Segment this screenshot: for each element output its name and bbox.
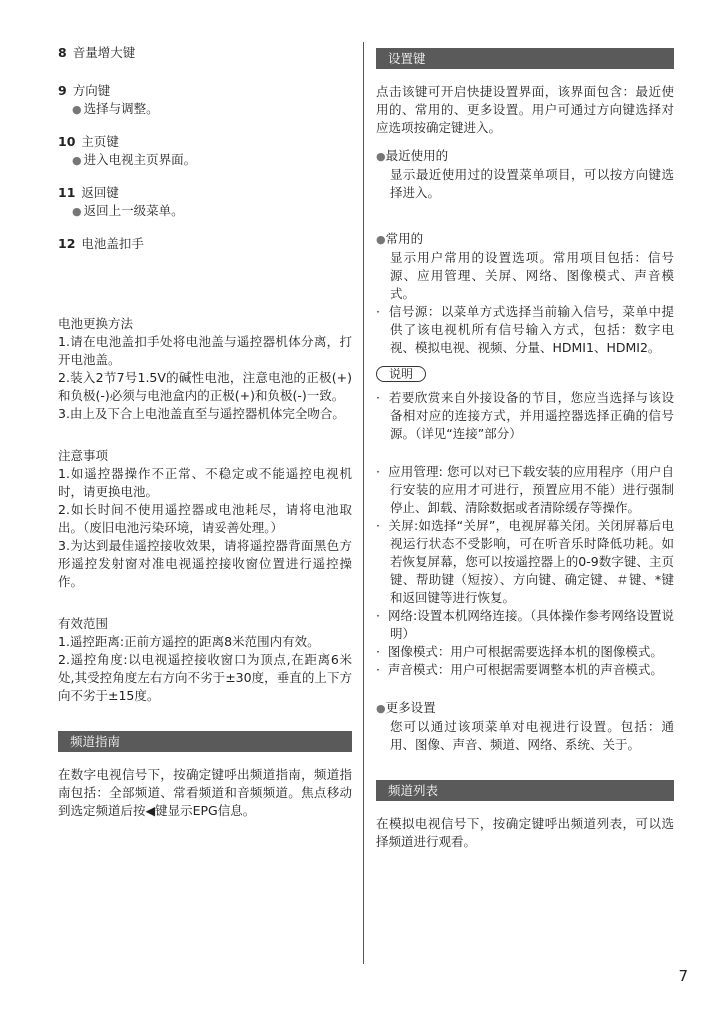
list-item: · 应用管理: 您可以对已下载安装的应用程序（用户自行安装的应用才可进行，预置应用不能）进行强制停止、卸载、清除数据或者清除缓存等操作。 (376, 464, 675, 515)
list-item: · 图像模式：用户可根据需要选择本机的图像模式。 (376, 644, 663, 659)
channel-guide-text: 在数字电视信号下，按确定键呼出频道指南，频道指南包括：全部频道、常看频道和音频频道。焦点移动到选定频道后按◀键显示EPG信息。 (58, 767, 352, 818)
bullet-dot-icon: ● (376, 150, 386, 163)
feature-list (376, 463, 674, 679)
cautions-section (58, 447, 352, 591)
caution-item: 1.如遥控器操作不正常、不稳定或不能遥控电视机时，请更换电池。 (58, 466, 352, 499)
bullet-dot-icon: ● (376, 233, 386, 246)
battery-section (58, 315, 352, 423)
range-item: 2.遥控角度:以电视遥控接收窗口为顶点,在距离6米处,其受控角度左右方向不劣于±30度，垂直的上下方向不劣于±15度。 (58, 652, 352, 703)
channel-list-heading: 频道列表 (376, 780, 674, 801)
caution-item: 3.为达到最佳遥控接收效果，请将遥控器背面黑色方形遥控发射窗对准电视遥控接收窗位置进行遥控操作。 (58, 538, 352, 589)
note-text: · 若要欣赏来自外接设备的节目，您应当选择与该设备相对应的连接方式，并用遥控器选择正确的信号源。（详见“连接”部分） (376, 390, 674, 441)
battery-step: 3.由上及下合上电池盖直至与遥控器机体完全吻合。 (58, 406, 345, 421)
channel-guide-heading: 频道指南 (58, 731, 352, 752)
bullet-dot-icon: ● (376, 702, 386, 715)
section-title: 电池更换方法 (58, 316, 134, 331)
section-title: 常用的 (385, 231, 424, 246)
more-settings-text: 您可以通过该项菜单对电视进行设置。包括：通用、图像、声音、频道、网络、系统、关于。 (390, 719, 674, 752)
key-desc: ● 选择与调整。 (58, 100, 352, 119)
battery-step: 1.请在电池盖扣手处将电池盖与遥控器机体分离，打开电池盖。 (58, 334, 352, 367)
section-title: 注意事项 (58, 448, 109, 463)
settings-key-heading: 设置键 (376, 48, 674, 69)
signal-source-item: · 信号源：以菜单方式选择当前输入信号，菜单中提供了该电视机所有信号输入方式，包括：数字电视、模拟电视、视频、分量、HDMI1、HDMI2。 (376, 304, 674, 355)
list-item: · 关屏:如选择“关屏”，电视屏幕关闭。关闭屏幕后电视运行状态不受影响，可在听音乐时降低功耗。如若恢复屏幕，您可以按遥控器上的0-9数字键、主页键、帮助键（短按）、方向键、确定键、＃键、*键和返回键等进行恢复。 (376, 518, 674, 605)
right-column (376, 44, 674, 851)
key-item-11: 11 返回键 ● 返回上一级菜单。 (58, 184, 352, 221)
key-item-8: 8 音量增大键 (58, 45, 136, 60)
key-item-10: 10 主页键 ● 进入电视主页界面。 (58, 133, 352, 170)
list-item: · 声音模式：用户可根据需要调整本机的声音模式。 (376, 662, 663, 677)
range-section (58, 615, 352, 705)
page-number: 7 (678, 967, 688, 985)
left-column (58, 44, 352, 820)
column-divider (363, 42, 364, 964)
section-title: 最近使用的 (385, 148, 449, 163)
section-title: 有效范围 (58, 616, 109, 631)
more-settings-section (376, 699, 674, 754)
key-item-9: 9 方向键 ● 选择与调整。 (58, 82, 352, 119)
channel-list-text: 在模拟电视信号下，按确定键呼出频道列表，可以选择频道进行观看。 (376, 816, 674, 849)
list-item: · 网络:设置本机网络连接。（具体操作参考网络设置说明） (376, 608, 675, 641)
section-title: 更多设置 (385, 700, 436, 715)
caution-item: 2.如长时间不使用遥控器或电池耗尽，请将电池取出。（废旧电池污染环境，请妥善处理。） (58, 502, 352, 535)
key-desc: ● 进入电视主页界面。 (58, 151, 352, 170)
recent-text: 显示最近使用过的设置菜单项目，可以按方向键选择进入。 (390, 167, 674, 200)
settings-intro: 点击该键可开启快捷设置界面，该界面包含：最近使用的、常用的、更多设置。用户可通过方向键选择对应选项按确定键进入。 (376, 84, 674, 135)
battery-step: 2.装入2节7号1.5V的碱性电池，注意电池的正极(+)和负极(-)必须与电池盒内的正极(+)和负极(-)一致。 (58, 370, 352, 403)
note-label: 说明 (376, 365, 674, 383)
key-item-12: 12 电池盖扣手 (58, 236, 144, 251)
common-text: 显示用户常用的设置选项。常用项目包括：信号源、应用管理、关屏、网络、图像模式、声音模式。 (390, 250, 674, 301)
recent-section (376, 147, 674, 202)
range-item: 1.遥控距离:正前方遥控的距离8米范围内有效。 (58, 634, 320, 649)
key-desc: ● 返回上一级菜单。 (58, 202, 352, 221)
common-section (376, 230, 674, 357)
